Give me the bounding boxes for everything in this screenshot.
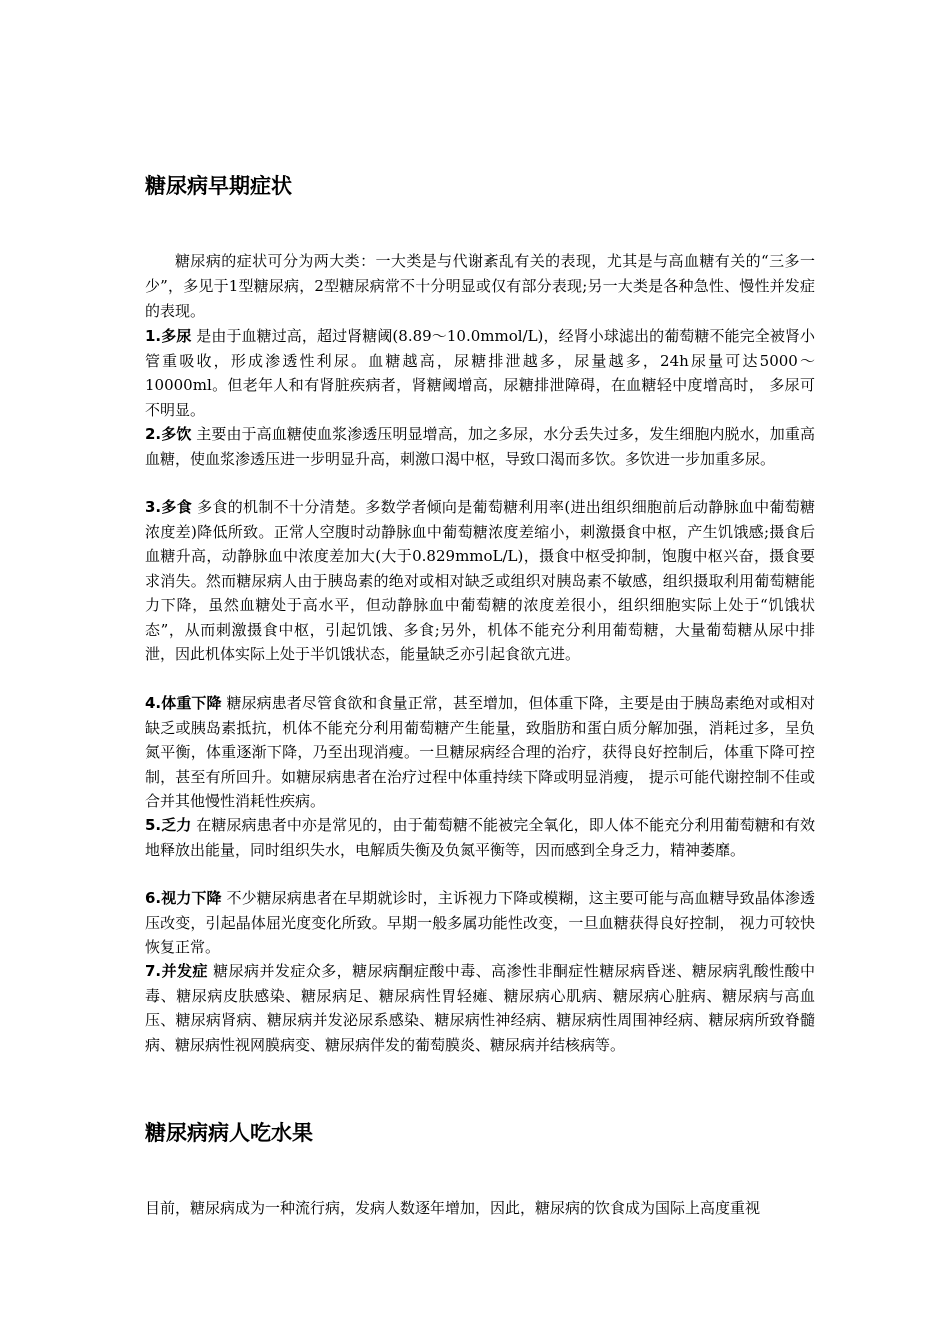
symptom-list [145,324,815,1057]
symptom-label: 6.视力下降 [145,889,222,907]
symptom-item-weight-loss [145,691,815,813]
symptom-item-polydipsia [145,422,815,495]
symptom-label: 1.多尿 [145,327,192,345]
symptom-description: 糖尿病并发症众多，糖尿病酮症酸中毒、高渗性非酮症性糖尿病昏迷、糖尿病乳酸性酸中毒、糖尿病皮肤感染、糖尿病足、糖尿病性胃轻瘫、糖尿病心肌病、糖尿病心脏病、糖尿病与高血压、糖尿病肾病、糖尿病并发泌尿系感染、糖尿病性神经病、糖尿病性周围神经病、糖尿病所致脊髓病、糖尿病性视网膜病变、糖尿病伴发的葡萄膜炎、糖尿病并结核病等。 [145,962,815,1054]
symptom-item-vision-loss [145,886,815,959]
symptom-item-polyphagia [145,495,815,691]
symptom-item-complications [145,959,815,1057]
symptom-label: 3.多食 [145,498,193,516]
symptom-item-polyuria [145,324,815,422]
symptom-label: 2.多饮 [145,425,192,443]
symptom-label: 5.乏力 [145,816,192,834]
symptom-description: 是由于血糖过高，超过肾糖阈(8.89～10.0mmol/L)，经肾小球滤出的葡萄糖不能完全被肾小管重吸收，形成渗透性利尿。血糖越高，尿糖排泄越多，尿量越多，24h尿量可达5000～10000ml。但老年人和有肾脏疾病者，肾糖阈增高，尿糖排泄障碍，在血糖轻中度增高时， 多尿可不明显。 [145,327,815,419]
symptom-description: 不少糖尿病患者在早期就诊时，主诉视力下降或模糊，这主要可能与高血糖导致晶体渗透压改变，引起晶体屈光度变化所致。早期一般多属功能性改变，一旦血糖获得良好控制， 视力可较快恢复正常。 [145,889,815,956]
section-intro-paragraph: 糖尿病的症状可分为两大类：一大类是与代谢紊乱有关的表现，尤其是与高血糖有关的“三多一少”，多见于1型糖尿病，2型糖尿病常不十分明显或仅有部分表现;另一大类是各种急性、慢性并发症的表现。 [145,252,815,320]
symptom-description: 主要由于高血糖使血浆渗透压明显增高，加之多尿，水分丢失过多，发生细胞内脱水，加重高血糖，使血浆渗透压进一步明显升高，刺激口渴中枢，导致口渴而多饮。多饮进一步加重多尿。 [145,425,815,468]
symptom-description: 糖尿病患者尽管食欲和食量正常，甚至增加，但体重下降，主要是由于胰岛素绝对或相对缺乏或胰岛素抵抗，机体不能充分利用葡萄糖产生能量，致脂肪和蛋白质分解加强，消耗过多，呈负氮平衡，体重逐渐下降，乃至出现消瘦。一旦糖尿病经合理的治疗，获得良好控制后，体重下降可控制，甚至有所回升。如糖尿病患者在治疗过程中体重持续下降或明显消瘦， 提示可能代谢控制不佳或合并其他慢性消耗性疾病。 [145,694,815,810]
symptom-label: 7.并发症 [145,962,208,980]
symptom-label: 4.体重下降 [145,694,222,712]
symptom-description: 多食的机制不十分清楚。多数学者倾向是葡萄糖利用率(进出组织细胞前后动静脉血中葡萄糖浓度差)降低所致。正常人空腹时动静脉血中葡萄糖浓度差缩小，刺激摄食中枢，产生饥饿感;摄食后血糖升高，动静脉血中浓度差加大(大于0.829mmoL/L)，摄食中枢受抑制，饱腹中枢兴奋，摄食要求消失。然而糖尿病人由于胰岛素的绝对或相对缺乏或组织对胰岛素不敏感，组织摄取利用葡萄糖能力下降，虽然血糖处于高水平，但动静脉血中葡萄糖的浓度差很小，组织细胞实际上处于“饥饿状态”，从而刺激摄食中枢，引起饥饿、多食;另外，机体不能充分利用葡萄糖，大量葡萄糖从尿中排泄，因此机体实际上处于半饥饿状态，能量缺乏亦引起食欲亢进。 [145,498,816,663]
fruit-intro-paragraph: 目前，糖尿病成为一种流行病，发病人数逐年增加，因此，糖尿病的饮食成为国际上高度重视 [145,1199,761,1217]
section-title-fruit: 糖尿病病人吃水果 [145,1121,313,1145]
symptom-item-fatigue [145,813,815,886]
symptom-description: 在糖尿病患者中亦是常见的，由于葡萄糖不能被完全氧化，即人体不能充分利用葡萄糖和有效地释放出能量，同时组织失水，电解质失衡及负氮平衡等，因而感到全身乏力，精神萎靡。 [145,816,815,859]
section-title-early-symptoms: 糖尿病早期症状 [145,174,292,198]
